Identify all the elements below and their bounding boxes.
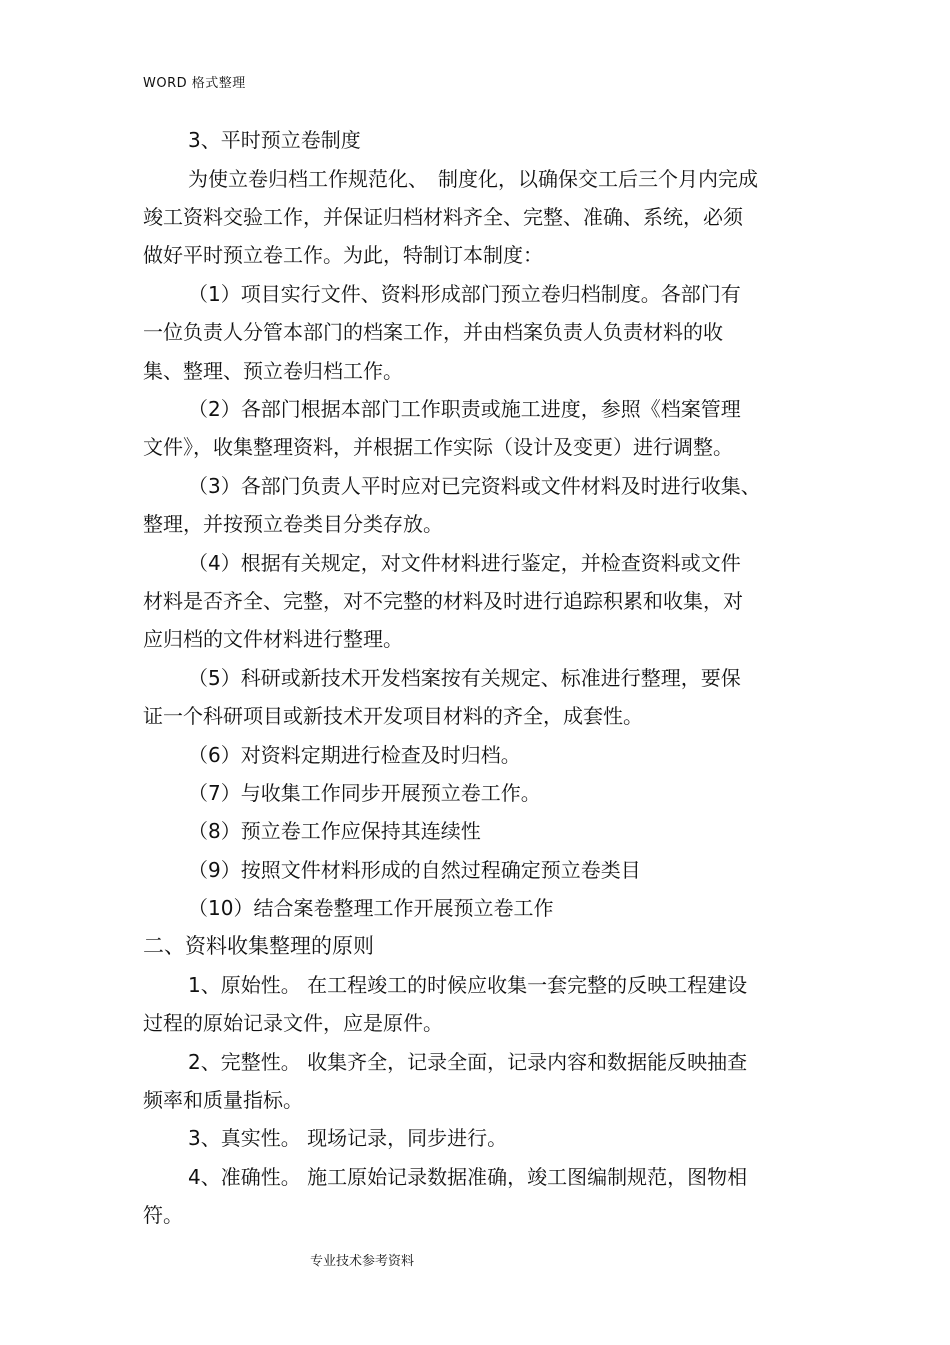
paragraph-line: 频率和质量指标。 — [143, 1088, 303, 1112]
paragraph-line: 证一个科研项目或新技术开发项目材料的齐全，成套性。 — [143, 704, 643, 728]
list-item: （10）结合案卷整理工作开展预立卷工作 — [188, 896, 554, 920]
paragraph-line: （5）科研或新技术开发档案按有关规定、标准进行整理，要保 — [188, 666, 741, 690]
list-item: （7）与收集工作同步开展预立卷工作。 — [188, 781, 541, 805]
paragraph-line: （4）根据有关规定，对文件材料进行鉴定，并检查资料或文件 — [188, 551, 741, 575]
paragraph-line: 4、准确性。 施工原始记录数据准确，竣工图编制规范，图物相 — [188, 1165, 748, 1189]
list-item: （9）按照文件材料形成的自然过程确定预立卷类目 — [188, 858, 641, 882]
list-item: （8）预立卷工作应保持其连续性 — [188, 819, 481, 843]
paragraph-line: 文件》，收集整理资料，并根据工作实际（设计及变更）进行调整。 — [143, 435, 733, 459]
paragraph-line: 竣工资料交验工作，并保证归档材料齐全、完整、准确、系统，必须 — [143, 205, 743, 229]
paragraph-line: 符。 — [143, 1203, 183, 1227]
paragraph-line: 为使立卷归档工作规范化、 制度化，以确保交工后三个月内完成 — [188, 167, 758, 191]
paragraph-line: 2、完整性。 收集齐全，记录全面，记录内容和数据能反映抽查 — [188, 1050, 748, 1074]
paragraph-line: 过程的原始记录文件，应是原件。 — [143, 1011, 443, 1035]
list-item: （6）对资料定期进行检查及时归档。 — [188, 743, 521, 767]
paragraph-line: 材料是否齐全、完整，对不完整的材料及时进行追踪积累和收集，对 — [143, 589, 743, 613]
paragraph-line: 整理，并按预立卷类目分类存放。 — [143, 512, 443, 536]
paragraph-line: 1、原始性。 在工程竣工的时候应收集一套完整的反映工程建设 — [188, 973, 748, 997]
chapter-heading: 二、资料收集整理的原则 — [143, 934, 374, 958]
paragraph-line: （2）各部门根据本部门工作职责或施工进度，参照《档案管理 — [188, 397, 741, 421]
paragraph-line: 应归档的文件材料进行整理。 — [143, 627, 403, 651]
page-footer: 专业技术参考资料 — [310, 1254, 415, 1269]
paragraph-line: 集、整理、预立卷归档工作。 — [143, 359, 403, 383]
paragraph-line: 做好平时预立卷工作。为此，特制订本制度： — [143, 243, 543, 267]
paragraph-line: 3、真实性。 现场记录，同步进行。 — [188, 1126, 508, 1150]
section-heading: 3、平时预立卷制度 — [188, 128, 361, 152]
paragraph-line: （3）各部门负责人平时应对已完资料或文件材料及时进行收集、 — [188, 474, 761, 498]
page-header: WORD 格式整理 — [143, 76, 246, 91]
paragraph-line: （1）项目实行文件、资料形成部门预立卷归档制度。各部门有 — [188, 282, 741, 306]
paragraph-line: 一位负责人分管本部门的档案工作，并由档案负责人负责材料的收 — [143, 320, 723, 344]
